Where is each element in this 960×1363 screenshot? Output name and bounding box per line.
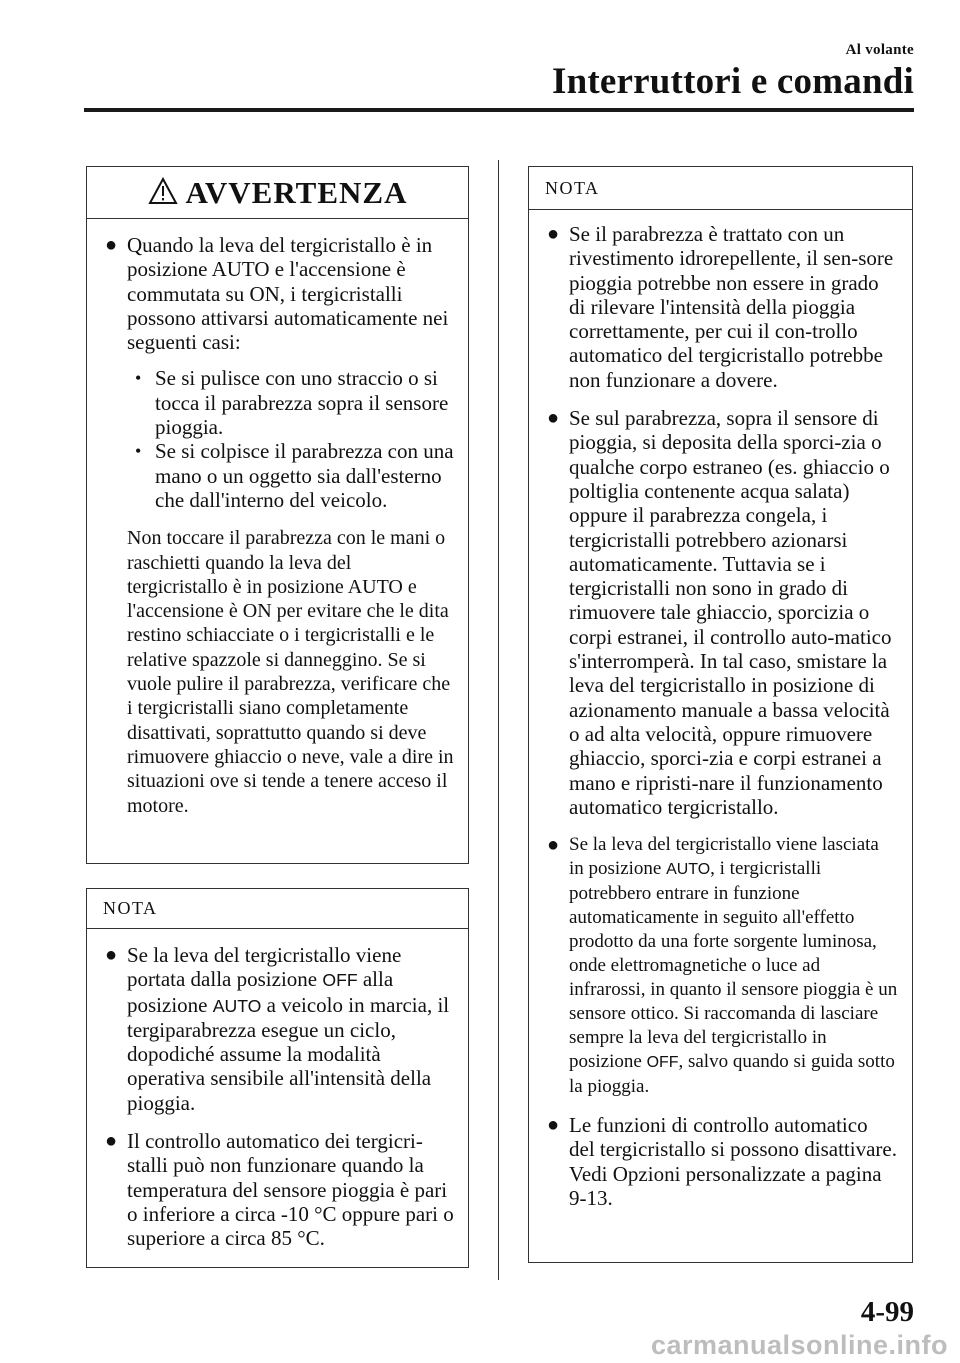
warning-item: ● Quando la leva del tergicristallo è in posizione AUTO e l'accensione è commutata su ON, i tergicristalli possono attivarsi automaticamente nei seguenti casi: • Se si pulisce con uno straccio o si tocca il parabrezza sopra il sensore pioggia. • Se si colpisce il parabrezza con una mano o un oggetto sia dall'esterno che dall'interno del veicolo.	[105, 233, 454, 512]
note-item: ● Le funzioni di controllo automatico del tergicristallo si possono disattivare. Vedi Opzioni personalizzate a pagina 9-13.	[547, 1113, 897, 1211]
page-title: Interruttori e comandi	[552, 61, 914, 102]
bullet-icon: •	[135, 368, 142, 389]
section-label: Al volante	[845, 42, 914, 58]
note-item: ● Se il parabrezza è trattato con un rivestimento idrorepellente, il sen-sore pioggia potrebbe non essere in grado di rilevare l'intensità della pioggia correttamente, per cui il con-trollo automatico del tergicristallo potrebbe non funzionare a dovere.	[547, 222, 894, 392]
warning-box	[86, 166, 469, 864]
header-rule	[84, 108, 914, 112]
bullet-icon: ●	[547, 1114, 560, 1137]
note-item: ● Se sul parabrezza, sopra il sensore di pioggia, si deposita della sporci-zia o qualche corpo estraneo (es. ghiaccio o poltiglia contenente acqua salata) oppure il parabrezza congela, i tergicristalli potrebbero azionarsi automaticamente. Tuttavia se i tergicristalli non sono in grado di rimuovere tale ghiaccio, sporcizia o corpi estranei, il controllo auto-matico s'interromperà. In tal caso, smistare la leva del tergicristallo in posizione di azionamento manuale a bassa velocità o ad alta velocità, oppure rimuovere ghiaccio, sporci-zia e corpi estranei a mano e ripristi-nare il funzionamento automatico tergicristallo.	[547, 406, 892, 819]
bullet-icon: ●	[105, 1130, 118, 1153]
note-header: NOTA	[529, 167, 912, 210]
warning-subitem: • Se si colpisce il parabrezza con una mano o un oggetto sia dall'esterno che dall'interno del veicolo.	[135, 439, 454, 512]
warning-body	[87, 219, 468, 818]
note-item: ● Il controllo automatico dei tergicri-stalli può non funzionare quando la temperatura del sensore pioggia è pari o inferiore a circa -10 °C oppure pari o superiore a circa 85 °C.	[105, 1129, 454, 1251]
note-body	[529, 210, 912, 1210]
note-box-right	[528, 166, 913, 1263]
note-item: ● Se la leva del tergicristallo viene lasciata in posizione AUTO, i tergicristalli potrebbero entrare in funzione automaticamente in seguito all'effetto prodotto da una forte sorgente luminosa, onde elettromagnetiche o luce ad infrarossi, in quanto il sensore pioggia è un sensore ottico. Si raccomanda di lasciare sempre la leva del tergicristallo in posizione OFF, salvo quando si guida sotto la pioggia.	[547, 834, 898, 1098]
watermark: carmanualsonline.info	[650, 1330, 948, 1360]
note-header: NOTA	[87, 889, 468, 929]
page-reference: Vedi Opzioni personalizzate a pagina 9-13.	[569, 1161, 882, 1211]
bullet-icon: ●	[105, 944, 118, 966]
note-item: ● Se la leva del tergicristallo viene portata dalla posizione OFF alla posizione AUTO a veicolo in marcia, il tergiparabrezza esegue un ciclo, dopodiché assume la modalità operativa sensibile all'intensità della pioggia.	[105, 943, 450, 1115]
bullet-icon: ●	[547, 834, 560, 857]
warning-title: AVVERTENZA	[185, 174, 408, 210]
bullet-icon: ●	[105, 234, 118, 256]
note-box-left	[86, 888, 469, 1268]
warning-header	[87, 167, 468, 219]
column-divider	[498, 160, 499, 1280]
warning-paragraph: Non toccare il parabrezza con le mani o raschietti quando la leva del tergicristallo è in posizione AUTO e l'accensione è ON per evitare che le dita restino schiacciate o i tergicristalli e le relative spazzole si danneggino. Se si vuole pulire il parabrezza, verificare che i tergicristalli siano completamente disattivati, soprattutto quando si deve rimuovere ghiaccio o neve, vale a dire in situazioni ove si tende a tenere acceso il motore.	[127, 527, 454, 817]
warning-subitem: • Se si pulisce con uno straccio o si tocca il parabrezza sopra il sensore pioggia.	[135, 366, 449, 440]
bullet-icon: ●	[547, 407, 560, 430]
bullet-icon: •	[135, 441, 142, 462]
page-number: 4-99	[860, 1296, 914, 1328]
bullet-icon: ●	[547, 223, 560, 245]
warning-triangle-icon	[148, 177, 178, 205]
note-body	[87, 929, 468, 1251]
